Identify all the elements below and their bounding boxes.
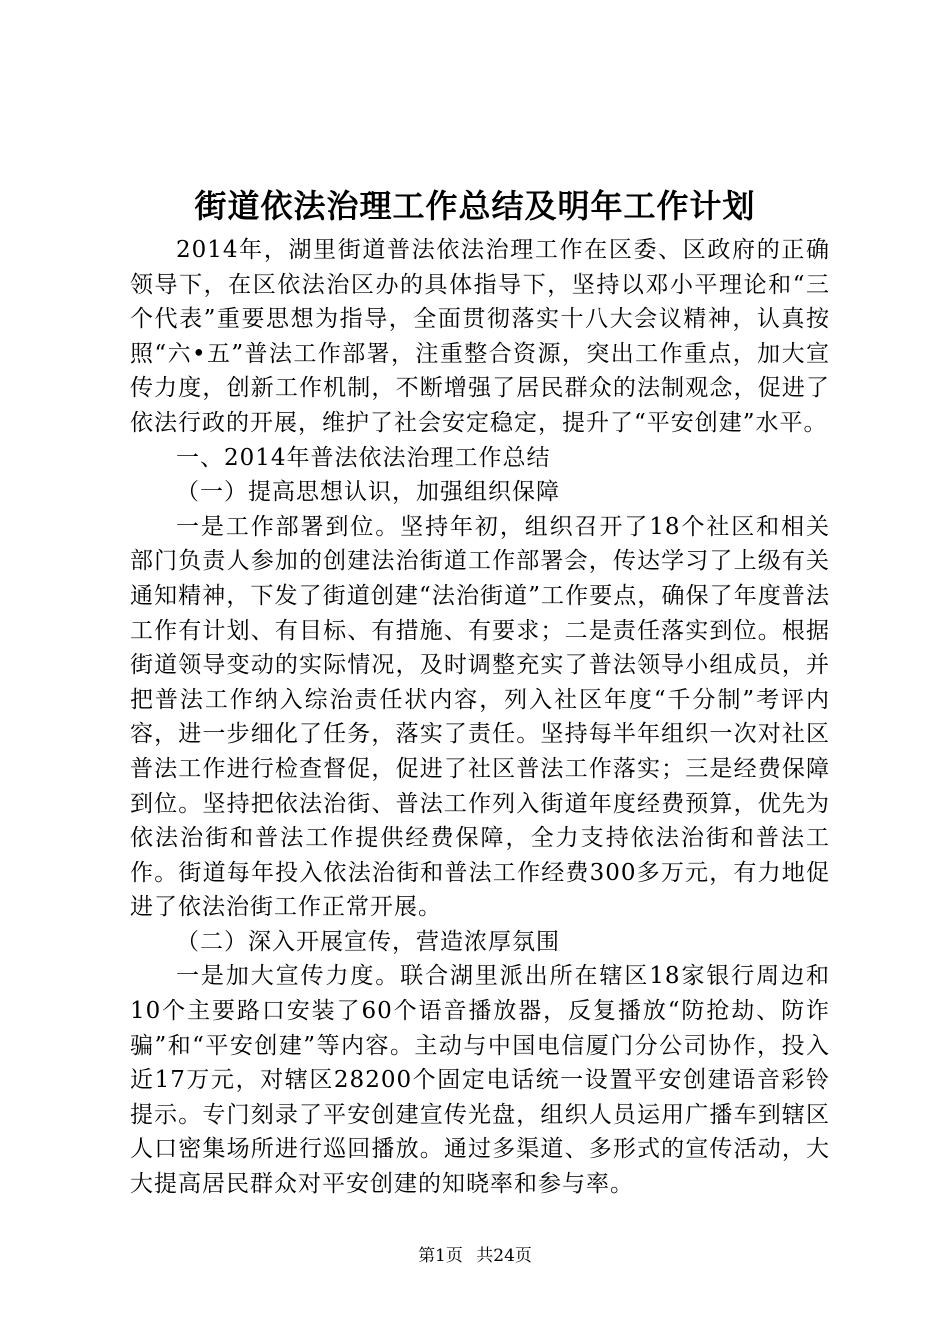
document-body bbox=[130, 233, 830, 1202]
paragraph-publicity: 一是加大宣传力度。联合湖里派出所在辖区18家银行周边和10个主要路口安装了60个语音播放器，反复播放“防抢劫、防诈骗”和“平安创建”等内容。主动与中国电信厦门分公司协作，投入近17万元，对辖区28200个固定电话统一设置平安创建语音彩铃提示。专门刻录了平安创建宣传光盘，组织人员运用广播车到辖区人口密集场所进行巡回播放。通过多渠道、多形式的宣传活动，大大提高居民群众对平安创建的知晓率和参与率。 bbox=[130, 963, 830, 1198]
page-total: 共24页 bbox=[476, 1246, 532, 1266]
subsection-heading-2: （二）深入开展宣传，营造浓厚氛围 bbox=[176, 928, 560, 955]
paragraph-organization: 一是工作部署到位。坚持年初，组织召开了18个社区和相关部门负责人参加的创建法治街道工作部署会，传达学习了上级有关通知精神，下发了街道创建“法治街道”工作要点，确保了年度普法工作有计划、有目标、有措施、有要求；二是责任落实到位。根据街道领导变动的实际情况，及时调整充实了普法领导小组成员，并把普法工作纳入综治责任状内容，列入社区年度“千分制”考评内容，进一步细化了任务，落实了责任。坚持每半年组织一次对社区普法工作进行检查督促，促进了社区普法工作落实；三是经费保障到位。坚持把依法治街、普法工作列入街道年度经费预算，优先为依法治街和普法工作提供经费保障，全力支持依法治街和普法工作。街道每年投入依法治街和普法工作经费300多万元，有力地促进了依法治街工作正常开展。 bbox=[130, 513, 830, 921]
paragraph-intro: 2014年，湖里街道普法依法治理工作在区委、区政府的正确领导下，在区依法治区办的具体指导下，坚持以邓小平理论和“三个代表”重要思想为指导，全面贯彻落实十八大会议精神，认真按照“六•五”普法工作部署，注重整合资源，突出工作重点，加大宣传力度，创新工作机制，不断增强了居民群众的法制观念，促进了依法行政的开展，维护了社会安定稳定，提升了“平安创建”水平。 bbox=[130, 237, 830, 436]
page-footer bbox=[0, 1244, 950, 1268]
page-number: 第1页 bbox=[418, 1246, 463, 1266]
subsection-heading-1: （一）提高思想认识，加强组织保障 bbox=[176, 479, 560, 506]
document-title: 街道依法治理工作总结及明年工作计划 bbox=[194, 187, 756, 225]
section-heading-1: 一、2014年普法依法治理工作总结 bbox=[176, 444, 551, 471]
